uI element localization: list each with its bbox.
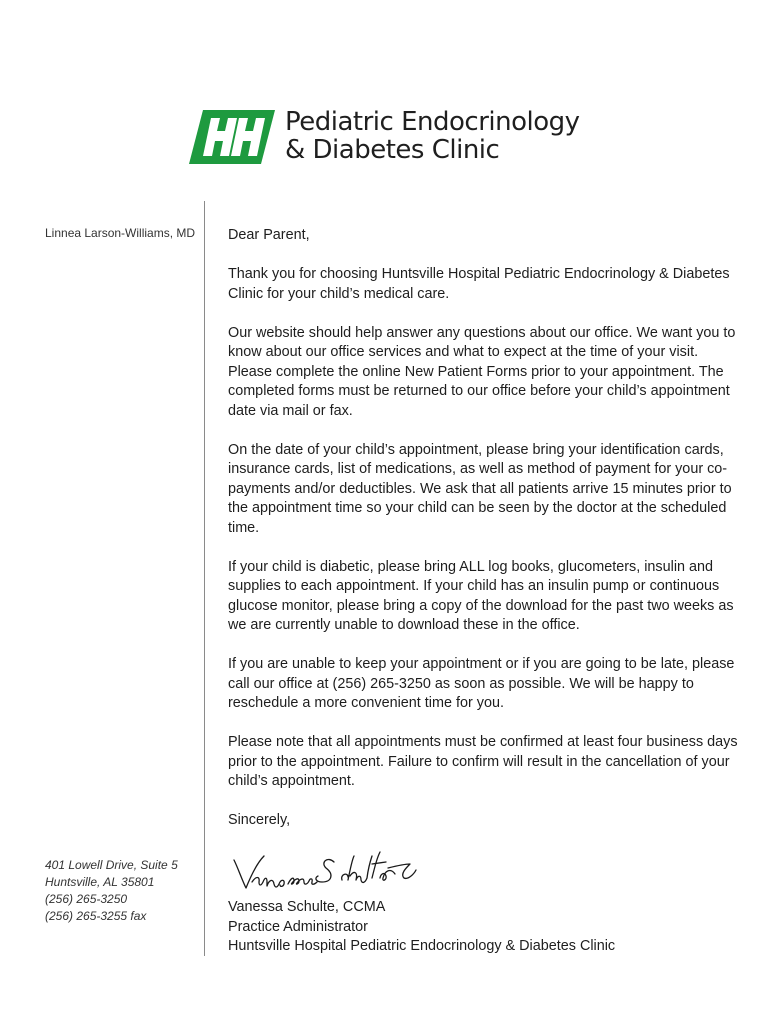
handwritten-signature-icon <box>230 850 430 896</box>
letter-body <box>228 226 738 957</box>
address-street: 401 Lowell Drive, Suite 5 <box>45 858 178 872</box>
clinic-logo <box>189 108 609 168</box>
clinic-address <box>45 857 178 925</box>
doctor-name: Linnea Larson-Williams, MD <box>45 226 196 240</box>
signer-name: Vanessa Schulte, CCMA <box>228 899 386 915</box>
address-city: Huntsville, AL 35801 <box>45 875 155 889</box>
signer-organization: Huntsville Hospital Pediatric Endocrinology & Diabetes Clinic <box>228 938 616 954</box>
clinic-name-line1: Pediatric Endocrinology <box>285 107 580 137</box>
signer-title: Practice Administrator <box>228 918 368 935</box>
paragraph-appointment-day: On the date of your child’s appointment, please bring your identification cards, insurance cards, list of medications, as well as method of payment for your co-payments and/or deductibles. We ask that all patients arrive 15 minutes prior to the appointment time so your child can be seen by the doctor at the scheduled time. <box>228 441 732 536</box>
clinic-name <box>285 108 580 164</box>
paragraph-late: If you are unable to keep your appointment or if you are going to be late, please call our office at (256) 265-3250 as soon as possible. We will be happy to reschedule a more convenient time for you. <box>228 656 735 711</box>
address-fax: (256) 265-3255 fax <box>45 909 147 923</box>
signature-block <box>228 898 738 957</box>
paragraph-thank-you: Thank you for choosing Huntsville Hospital Pediatric Endocrinology & Diabetes Clinic for your child’s medical care. <box>228 266 730 302</box>
paragraph-confirm: Please note that all appointments must be confirmed at least four business days prior to the appointment. Failure to confirm will result in the cancellation of your child’s appointment. <box>228 734 738 789</box>
closing: Sincerely, <box>228 812 291 828</box>
paragraph-diabetic: If your child is diabetic, please bring ALL log books, glucometers, insulin and supplies to each appointment. If your child has an insulin pump or continuous glucose monitor, please bring a copy of the download for the past two weeks as we are currently unable to download these in the office. <box>228 558 734 633</box>
hh-hospital-logo-icon <box>189 110 275 164</box>
clinic-name-line2: & Diabetes Clinic <box>285 135 500 165</box>
address-phone: (256) 265-3250 <box>45 892 128 906</box>
vertical-divider <box>204 201 205 956</box>
paragraph-website: Our website should help answer any questions about our office. We want you to know about our office services and what to expect at the time of your visit. Please complete the online New Patient Forms prior to your appointment. The completed forms must be returned to our office before your child’s appointment date via mail or fax. <box>228 324 736 419</box>
salutation: Dear Parent, <box>228 227 310 243</box>
